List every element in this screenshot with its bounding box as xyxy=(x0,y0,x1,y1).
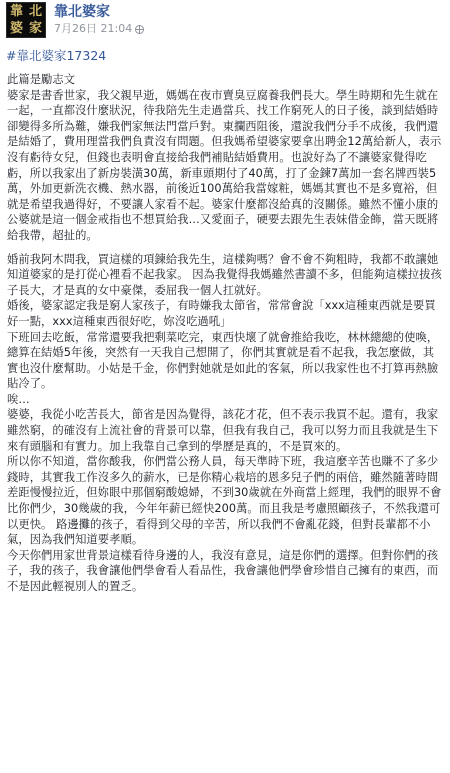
post-paragraph: 下班回去吃飯，常常還要我把剩菜吃完，東西快壞了就會推給我吃，林林總總的使喚，總算在結婚5年後，突然有一天我自己想開了，你們其實就是看不起我，我怎麼做，其實也沒什麼幫助。小姑是千金，你們對她就是如此的客氣，所以我家性也不打算再熱臉貼冷了。 xyxy=(7,330,439,391)
post-paragraph: 所以你不知道，當你酸我，你們當公務人員，每天準時下班，我這麼辛苦也賺不了多少錢時，其實我工作沒多久的薪水，已是你精心栽培的恩多兒子們的兩倍，雖然隨著時間差距慢慢拉近，但妳眼中那個窮酸媳婦，不到30歲就在外商當上經理，我們的眼界不會比你們少，30幾歲的我，今年年薪已經快200萬。而且我是考慮照顧孩子，不然我還可以更快。 路邊攤的孩子，看得到父母的辛苦，所以我們不會亂花錢，但對長輩都不小氣，因為我們知道要孝順。 xyxy=(7,455,442,547)
paragraph-gap xyxy=(7,244,445,252)
post-timestamp-row xyxy=(54,21,144,37)
avatar-char: 北 xyxy=(28,4,42,19)
post-paragraph: 唉… xyxy=(7,392,30,406)
post-body xyxy=(7,72,445,595)
globe-icon xyxy=(135,25,144,34)
avatar-char: 靠 xyxy=(9,4,23,19)
avatar-char: 婆 xyxy=(9,21,23,36)
page-avatar[interactable] xyxy=(6,2,46,38)
hashtag-link[interactable]: #靠北婆家17324 xyxy=(6,48,107,63)
post-paragraph: 婆婆，我從小吃苦長大，節省是因為覺得，該花才花，但不表示我買不起。還有，我家雖然窮，的確沒有上流社會的背景可以靠，但我有我自己，我可以努力而且我就是生下來有頭腦和有實力。加上我靠自己拿到的學歷是真的，不是買來的。 xyxy=(7,408,439,453)
post-paragraph: 今天你們用家世背景這樣看待身邊的人，我沒有意見，這是你們的選擇。但對你們的孩子，我的孩子，我會讓他們學會看人看品性，我會讓他們學會珍惜自己擁有的東西，而不是因此輕視別人的置乏。 xyxy=(7,548,439,593)
post-timestamp[interactable]: 7月26日 21:04 xyxy=(54,22,133,35)
post-paragraph: 此篇是勵志文 xyxy=(7,73,76,86)
page-name-link[interactable]: 靠北婆家 xyxy=(54,4,110,20)
post-header xyxy=(6,2,144,42)
post-meta xyxy=(54,3,144,37)
post-paragraph: 婆家是書香世家，我父親早逝，媽媽在夜市賣臭豆腐養我們長大。學生時期和先生就在一起，一直都沒什麼狀況，待我陪先生走過當兵、找工作窮死人的日子後，談到結婚時卻變得多所為難，嫌我們家無法門當戶對。東攔西阻後，還說我們分手不成後，我們還是結婚了，費用理當我們負責沒有問題。但我媽希望婆家要拿出聘金12萬給新人，表示沒有虧待女兒，但錢也表明會直接給我們補貼結婚費用。也說好為了不讓婆家覺得吃虧，所以我家出了新房裝潢30萬，新車頭期付了40萬，打了金鍊7萬加一套名牌西裝5萬，外加更新洗衣機、熱水器，前後近100萬給我當嫁粧，媽媽其實也不是多寬裕，但就是希望我過得好，不要讓人家看不起。婆家什麼都沒給真的沒關係。雖然不懂小康的公婆就是這一個金戒指也不想買給我…又愛面子，硬要去跟先生表妹借金飾，當天既將給我帶，超扯的。 xyxy=(7,88,442,242)
post-paragraph: 婚後，婆家認定我是窮人家孩子，有時嫌我太節省，常常會說「xxx這種東西就是要買好一點，xxx這種東西很好吃，妳沒吃過吼」 xyxy=(7,299,436,328)
avatar-char: 家 xyxy=(28,21,42,36)
post-paragraph: 婚前我阿木問我，買這樣的項鍊給我先生，這樣夠嗎？會不會不夠粗時，我都不敢讓她知道婆家的是打從心裡看不起我家。 因為我覺得我媽雖然書讀不多，但能夠這樣拉拔孩子長大，才是真的女中豪傑，委屈我一個人扛就好。 xyxy=(7,252,442,297)
